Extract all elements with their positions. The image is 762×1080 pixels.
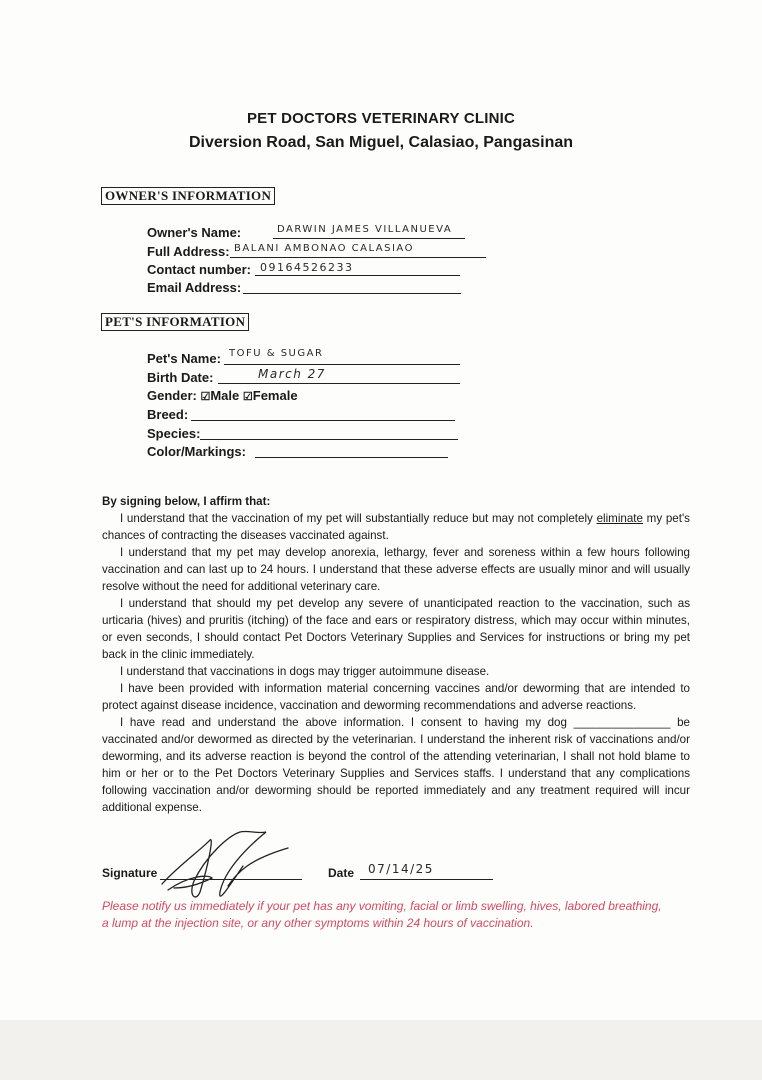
signature-image [148, 826, 298, 906]
consent-paragraph-4: I understand that vaccinations in dogs may trigger autoimmune disease. [120, 665, 490, 678]
clinic-address: Diversion Road, San Miguel, Calasiao, Pangasinan [188, 134, 574, 151]
post-vaccination-notice: Please notify us immediately if your pet has any vomiting, facial or limb swelling, hives, labored breathing, a lump at the injection site, or any other symptoms within 24 hours of vaccination. [102, 899, 662, 930]
owner-name-value: DARWIN JAMES VILLANUEVA [277, 224, 453, 235]
female-option-label: Female [252, 388, 298, 403]
date-value: 07/14/25 [368, 862, 434, 876]
consent-text [102, 493, 690, 816]
consent-paragraph-2: I understand that my pet may develop anorexia, lethargy, fever and soreness within a few hours following vaccination and can last up to 24 hours. I understand that these adverse effects are usually minor and will usually resolve without the need for additional veterinary care. [102, 546, 690, 593]
date-line[interactable] [360, 879, 493, 880]
owner-name-label: Owner's Name: [147, 225, 242, 240]
eliminate-word: eliminate [596, 512, 643, 525]
consent-paragraph-6: I have read and understand the above information. I consent to having my dog _______________ be vaccinated and/or dewormed as directed by the veterinarian. I understand the inherent risk of vaccinations and/or deworming, and its adverse reaction is beyond the control of the attending veterinarian, I shall not hold blame to him or her or to the Pet Doctors Veterinary Supplies and Services staffs. I understand that any complications following vaccination and/or deworming should be reported immediately and any treatment required will incur additional expense. [102, 716, 690, 814]
contact-value: 09164526233 [260, 261, 354, 274]
consent-paragraph-3: I understand that should my pet develop any severe of unanticipated reaction to the vaccination, such as urticaria (hives) and pruritis (itching) of the face and ears or respiratory distress, which may occur within minutes, or even seconds, I should contact Pet Doctors Veterinary Supplies and Services for instructions or bring my pet back in the clinic immediately. [102, 597, 690, 661]
birth-date-line[interactable] [218, 383, 460, 384]
address-value: BALANI AMBONAO CALASIAO [234, 243, 414, 254]
birth-date-value: March 27 [258, 367, 326, 381]
color-label: Color/Markings: [147, 444, 246, 459]
birth-date-label: Birth Date: [147, 370, 214, 385]
email-line[interactable] [243, 293, 461, 294]
pet-name-label: Pet's Name: [147, 351, 221, 366]
male-option-label: Male [210, 388, 240, 403]
female-checkbox[interactable]: ☑ [242, 391, 253, 403]
pet-name-value: TOFU & SUGAR [229, 348, 324, 359]
address-line[interactable] [230, 257, 486, 258]
gender-label: Gender: [147, 388, 197, 403]
signature-label: Signature [102, 866, 158, 880]
contact-line[interactable] [255, 275, 460, 276]
pet-name-line[interactable] [224, 364, 460, 365]
consent-paragraph-5: I have been provided with information material concerning vaccines and/or deworming that are intended to protect against disease incidence, vaccination and deworming recommendations and adverse reactions. [102, 682, 690, 712]
email-label: Email Address: [147, 280, 242, 295]
gender-row [147, 388, 298, 403]
consent-intro: By signing below, I affirm that: [102, 495, 271, 508]
clinic-name: PET DOCTORS VETERINARY CLINIC [246, 110, 516, 127]
species-line[interactable] [200, 439, 458, 440]
breed-label: Breed: [147, 407, 189, 422]
date-label: Date [328, 866, 355, 880]
address-label: Full Address: [147, 244, 230, 259]
breed-line[interactable] [191, 420, 455, 421]
pet-section-heading: PET'S INFORMATION [101, 313, 249, 331]
owner-name-line[interactable] [273, 238, 465, 239]
male-checkbox[interactable]: ☑ [200, 391, 211, 403]
contact-label: Contact number: [147, 262, 251, 277]
species-label: Species: [147, 426, 201, 441]
color-line[interactable] [255, 457, 448, 458]
owner-section-heading: OWNER'S INFORMATION [101, 187, 275, 205]
consent-paragraph-1: I understand that the vaccination of my pet will substantially reduce but may not completely eliminate my pet's chances of contracting the diseases vaccinated against. [102, 512, 690, 542]
